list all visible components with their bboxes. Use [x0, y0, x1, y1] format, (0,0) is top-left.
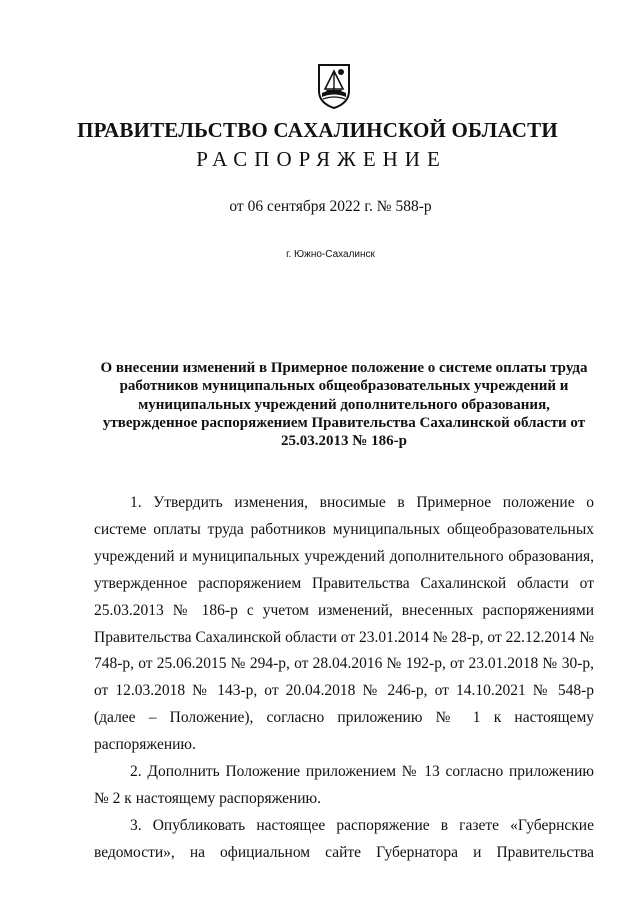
government-title: ПРАВИТЕЛЬСТВО САХАЛИНСКОЙ ОБЛАСТИ — [77, 118, 558, 142]
document-subject: О внесении изменений в Примерное положение о системе оплаты труда работников муниципальных общеобразовательных учреждений и муниципальных учреждений дополнительного образования, утвержденное распоряжением Правительства Сахалинской области от 25.03.2013 № 186-р — [100, 360, 588, 450]
document-body — [94, 490, 594, 867]
document-city: г. Южно-Сахалинск — [286, 249, 375, 260]
document-type: РАСПОРЯЖЕНИЕ — [196, 147, 447, 171]
paragraph-2: 2. Дополнить Положение приложением № 13 согласно приложению № 2 к настоящему распоряжению. — [94, 763, 594, 807]
paragraph-3: 3. Опубликовать настоящее распоряжение в газете «Губернские ведомости», на официальном сайте Губернатора и Правительства — [94, 816, 594, 861]
sakhalin-coat-of-arms-icon — [317, 63, 351, 109]
document-date-number: от 06 сентября 2022 г. № 588-р — [229, 198, 432, 215]
paragraph-1: 1. Утвердить изменения, вносимые в Примерное положение о системе оплаты труда работников муниципальных общеобразовательных учреждений и муниципальных учреждений дополнительного образования, утвержденное распоряжением Правительства Сахалинской области от 25.03.2013 № 186-р с учетом изменений, внесенных распоряжениями Правительства Сахалинской области от 23.01.2014 № 28-р, от 22.12.2014 № 748-р, от 25.06.2015 № 294-р, от 28.04.2016 № 192-р, от 23.01.2018 № 30-р, от 12.03.2018 № 143-р, от 20.04.2018 № 246-р, от 14.10.2021 № 548-р (далее – Положение), согласно приложению № 1 к настоящему распоряжению. — [94, 494, 595, 754]
